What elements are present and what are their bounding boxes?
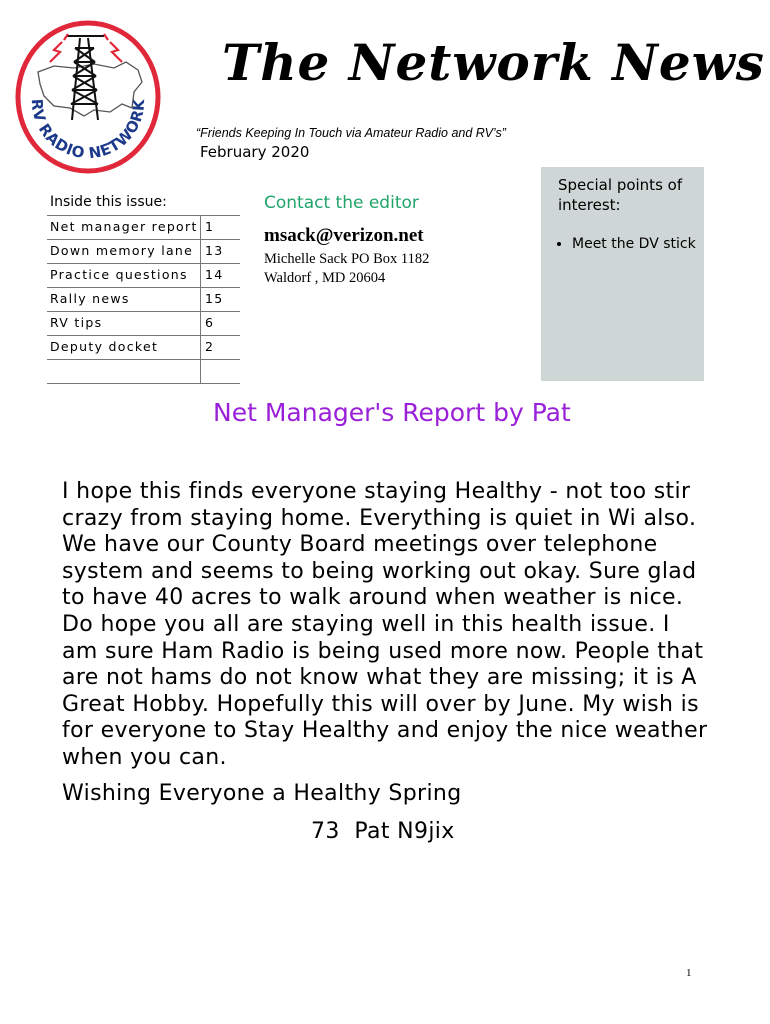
address-line: Waldorf , MD 20604 xyxy=(264,270,386,286)
table-row[interactable] xyxy=(47,240,240,264)
toc-item-page: 6 xyxy=(205,315,215,330)
toc-item-page: 15 xyxy=(205,291,224,306)
toc-item-page xyxy=(201,360,205,383)
address-line: Michelle Sack PO Box 1182 xyxy=(264,251,430,267)
article-body xyxy=(62,479,712,772)
table-row[interactable] xyxy=(47,264,240,288)
toc-item-title: Down memory lane xyxy=(47,240,201,263)
special-points-list xyxy=(558,234,694,254)
newsletter-title: The Network News xyxy=(222,33,765,92)
list-item: • Meet the DV stick xyxy=(572,234,694,254)
table-row[interactable] xyxy=(47,312,240,336)
toc-item-title: Deputy docket xyxy=(47,336,201,359)
editor-email-link[interactable]: msack@verizon.net xyxy=(264,225,424,246)
table-of-contents xyxy=(47,215,240,384)
table-row xyxy=(47,360,240,384)
rv-radio-network-logo xyxy=(14,20,162,174)
article-title: Net Manager's Report by Pat xyxy=(213,398,571,427)
table-row[interactable] xyxy=(47,216,240,240)
article-paragraph: I hope this finds everyone staying Healthy - not too stir crazy from staying home. Everything is quiet in Wi also. We have our County Board meetings over telephone system and seems to being working out okay. Sure glad to have 40 acres to walk around when weather is nice. Do hope you all are staying well in this health issue. I am sure Ham Radio is being used more now. People that are not hams do not know what they are missing; it is A Great Hobby. Hopefully this will over by June. My wish is for everyone to Stay Healthy and enjoy the nice weather when you can. xyxy=(62,479,708,770)
special-points-sidebar xyxy=(541,167,704,381)
toc-item-title: RV tips xyxy=(47,312,201,335)
toc-item-page: 2 xyxy=(205,339,215,354)
editor-address xyxy=(264,250,429,288)
article-closing: Wishing Everyone a Healthy Spring xyxy=(62,781,462,806)
toc-item-title xyxy=(47,360,201,383)
article-signature: 73 Pat N9jix xyxy=(311,819,455,844)
toc-item-page: 1 xyxy=(205,219,215,234)
page-number: 1 xyxy=(686,967,692,979)
toc-item-title: Net manager report xyxy=(47,216,201,239)
toc-item-page: 14 xyxy=(205,267,224,282)
issue-date: February 2020 xyxy=(200,143,310,161)
newsletter-tagline: “Friends Keeping In Touch via Amateur Radio and RV’s” xyxy=(196,126,506,140)
table-row[interactable] xyxy=(47,336,240,360)
contact-editor-title: Contact the editor xyxy=(264,193,419,213)
special-points-title: Special points of interest: xyxy=(558,176,683,214)
toc-item-title: Practice questions xyxy=(47,264,201,287)
toc-item-title: Rally news xyxy=(47,288,201,311)
svg-text:RV RADIO NETWORK: RV RADIO NETWORK xyxy=(27,98,149,163)
toc-item-page: 13 xyxy=(205,243,224,258)
inside-issue-title: Inside this issue: xyxy=(50,194,167,210)
table-row[interactable] xyxy=(47,288,240,312)
